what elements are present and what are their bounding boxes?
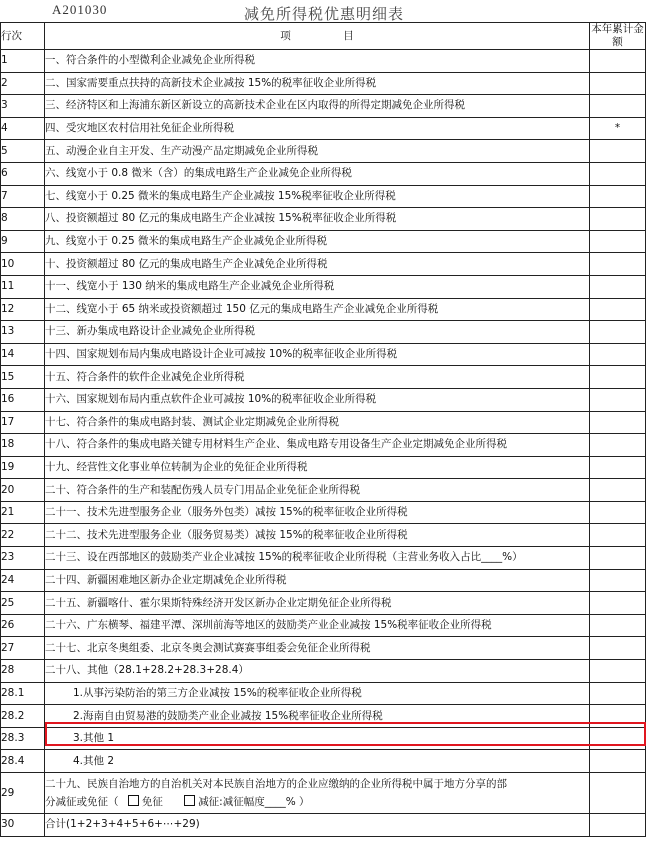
table-row [1,705,646,728]
row-number: 8 [1,208,45,231]
amount-cell[interactable] [590,185,646,208]
amount-cell[interactable] [590,750,646,773]
amount-cell[interactable] [590,50,646,73]
table-row [1,185,646,208]
row-item-29 [45,773,590,814]
amount-cell[interactable] [590,569,646,592]
amount-cell[interactable] [590,434,646,457]
row-number: 4 [1,117,45,140]
table-row [1,366,646,389]
amount-cell[interactable] [590,366,646,389]
table-row [1,682,646,705]
amount-cell[interactable] [590,208,646,231]
row-item: 二十二、技术先进型服务企业（服务贸易类）减按 15%的税率征收企业所得税 [45,524,590,547]
row-number: 6 [1,162,45,185]
row-number: 10 [1,253,45,276]
table-row [1,95,646,118]
amount-cell[interactable] [590,162,646,185]
exempt-option-label: 免征 [141,796,163,808]
row-29-line2-prefix: 分减征或免征（ [45,796,119,808]
row-item: 七、线宽小于 0.25 微米的集成电路生产企业减按 15%税率征收企业所得税 [45,185,590,208]
table-row [1,569,646,592]
row-item: 1.从事污染防治的第三方企业减按 15%的税率征收企业所得税 [45,682,590,705]
amount-cell[interactable] [590,95,646,118]
row-item: 十七、符合条件的集成电路封装、测试企业定期减免企业所得税 [45,411,590,434]
row-number: 22 [1,524,45,547]
table-row [1,140,646,163]
row-item: 二十六、广东横琴、福建平潭、深圳前海等地区的鼓励类产业企业减按 15%税率征收企业所得税 [45,614,590,637]
row-number: 15 [1,366,45,389]
table-row [1,298,646,321]
amount-cell[interactable] [590,524,646,547]
table-row [1,275,646,298]
amount-cell[interactable]: * [590,117,646,140]
table-row [1,117,646,140]
row-number: 18 [1,434,45,457]
row-item: 3.其他 1 [45,727,590,750]
row-item: 十四、国家规划布局内集成电路设计企业可减按 10%的税率征收企业所得税 [45,343,590,366]
row-item: 二十一、技术先进型服务企业（服务外包类）减按 15%的税率征收企业所得税 [45,501,590,524]
amount-cell[interactable] [590,479,646,502]
table-body [1,50,646,773]
row-item: 2.海南自由贸易港的鼓励类产业企业减按 15%税率征收企业所得税 [45,705,590,728]
row-number: 27 [1,637,45,660]
table-row-29 [1,773,646,814]
exempt-checkbox[interactable] [128,795,139,806]
amount-cell[interactable] [590,456,646,479]
table-row [1,524,646,547]
row-item: 十八、符合条件的集成电路关键专用材料生产企业、集成电路专用设备生产企业定期减免企业所得税 [45,434,590,457]
amount-cell[interactable] [590,660,646,683]
amount-cell[interactable] [590,705,646,728]
table-row [1,72,646,95]
row-item: 十九、经营性文化事业单位转制为企业的免征企业所得税 [45,456,590,479]
row-item: 二十三、设在西部地区的鼓励类产业企业减按 15%的税率征收企业所得税（主营业务收入占比____%） [45,547,590,570]
row-item: 十六、国家规划布局内重点软件企业可减按 10%的税率征收企业所得税 [45,388,590,411]
table-row [1,637,646,660]
table-row [1,501,646,524]
amount-cell[interactable] [590,253,646,276]
row-item: 十、投资额超过 80 亿元的集成电路生产企业减免企业所得税 [45,253,590,276]
header-item: 项 目 [45,23,590,50]
table-row [1,660,646,683]
table-row [1,547,646,570]
amount-cell[interactable] [590,411,646,434]
row-item: 三、经济特区和上海浦东新区新设立的高新技术企业在区内取得的所得定期减免企业所得税 [45,95,590,118]
row-item: 十一、线宽小于 130 纳米的集成电路生产企业减免企业所得税 [45,275,590,298]
row-item: 二十、符合条件的生产和装配伤残人员专门用品企业免征企业所得税 [45,479,590,502]
row-item: 十三、新办集成电路设计企业减免企业所得税 [45,321,590,344]
row-number: 5 [1,140,45,163]
table-row [1,230,646,253]
row-item: 六、线宽小于 0.8 微米（含）的集成电路生产企业减免企业所得税 [45,162,590,185]
reduce-checkbox[interactable] [184,795,195,806]
row-number: 2 [1,72,45,95]
row-number: 12 [1,298,45,321]
header-amount: 本年累计金额 [591,23,644,48]
row-number: 24 [1,569,45,592]
row-number: 1 [1,50,45,73]
total-item: 合计(1+2+3+4+5+6+⋯+29) [45,814,590,837]
table-row [1,479,646,502]
row-number: 11 [1,275,45,298]
table-row [1,162,646,185]
row-number: 9 [1,230,45,253]
amount-cell[interactable] [590,343,646,366]
row-number: 21 [1,501,45,524]
table-header-row [1,23,646,50]
amount-cell[interactable] [590,298,646,321]
row-item: 十五、符合条件的软件企业减免企业所得税 [45,366,590,389]
row-item: 4.其他 2 [45,750,590,773]
row-item: 五、动漫企业自主开发、生产动漫产品定期减免企业所得税 [45,140,590,163]
amount-cell[interactable] [590,230,646,253]
row-item: 十二、线宽小于 65 纳米或投资额超过 150 亿元的集成电路生产企业减免企业所得税 [45,298,590,321]
row-number: 7 [1,185,45,208]
row-29-line1: 二十九、民族自治地方的自治机关对本民族自治地方的企业应缴纳的企业所得税中属于地方分享的部 [45,778,507,790]
row-number: 20 [1,479,45,502]
table-row-30 [1,814,646,837]
row-number: 25 [1,592,45,615]
row-number: 19 [1,456,45,479]
row-number: 14 [1,343,45,366]
row-item: 二十八、其他（28.1+28.2+28.3+28.4） [45,660,590,683]
amount-cell[interactable] [590,814,646,837]
row-number: 17 [1,411,45,434]
row-number: 28 [1,660,45,683]
amount-cell[interactable] [590,275,646,298]
row-item: 二、国家需要重点扶持的高新技术企业减按 15%的税率征收企业所得税 [45,72,590,95]
amount-cell[interactable] [590,321,646,344]
relief-detail-table [0,22,646,837]
table-row [1,388,646,411]
row-item: 二十五、新疆喀什、霍尔果斯特殊经济开发区新办企业定期免征企业所得税 [45,592,590,615]
amount-cell[interactable] [590,140,646,163]
table-row [1,321,646,344]
table-row [1,343,646,366]
amount-cell[interactable] [590,682,646,705]
table-row [1,592,646,615]
row-number: 23 [1,547,45,570]
row-number: 26 [1,614,45,637]
amount-cell[interactable] [590,592,646,615]
table-row [1,434,646,457]
table-row [1,456,646,479]
reduce-option-label: 减征:减征幅度____% [198,796,296,808]
row-item: 九、线宽小于 0.25 微米的集成电路生产企业减免企业所得税 [45,230,590,253]
row-number: 16 [1,388,45,411]
table-row [1,614,646,637]
row-number: 28.2 [1,705,45,728]
table-row [1,253,646,276]
row-number: 13 [1,321,45,344]
table-row [1,750,646,773]
amount-cell[interactable] [590,501,646,524]
row-number: 28.4 [1,750,45,773]
table-row [1,208,646,231]
row-number: 3 [1,95,45,118]
row-number: 29 [1,773,45,814]
form-code: A201030 [52,2,108,17]
amount-cell[interactable] [590,637,646,660]
amount-cell[interactable] [590,614,646,637]
row-item: 二十四、新疆困难地区新办企业定期减免企业所得税 [45,569,590,592]
row-item: 二十七、北京冬奥组委、北京冬奥会测试赛赛事组委会免征企业所得税 [45,637,590,660]
header-row-no: 行次 [1,23,45,50]
table-row [1,50,646,73]
amount-cell[interactable] [590,72,646,95]
table-row [1,727,646,750]
row-item: 四、受灾地区农村信用社免征企业所得税 [45,117,590,140]
row-number: 28.3 [1,727,45,750]
form-title: 减免所得税优惠明细表 [243,5,404,23]
amount-cell[interactable] [590,773,646,814]
amount-cell[interactable] [590,388,646,411]
amount-cell[interactable] [590,547,646,570]
table-row [1,411,646,434]
row-number: 30 [1,814,45,837]
amount-cell[interactable] [590,727,646,750]
row-number: 28.1 [1,682,45,705]
row-item: 八、投资额超过 80 亿元的集成电路生产企业减按 15%税率征收企业所得税 [45,208,590,231]
row-29-line2-suffix: ） [299,796,310,808]
row-item: 一、符合条件的小型微利企业减免企业所得税 [45,50,590,73]
